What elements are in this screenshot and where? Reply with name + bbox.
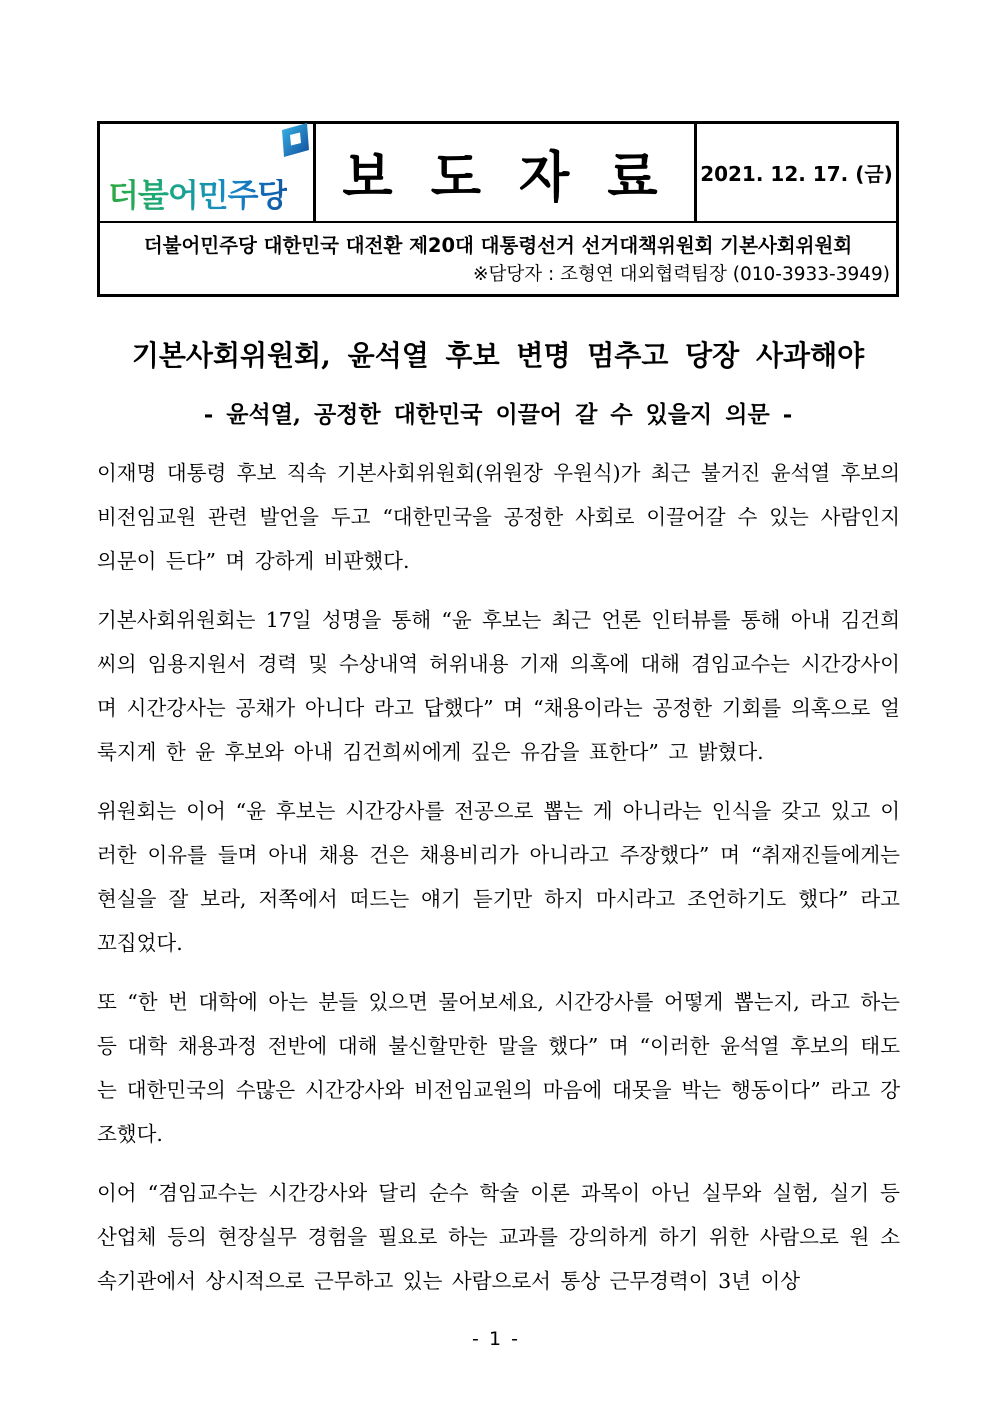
release-date: 2021. 12. 17. (금) bbox=[700, 162, 893, 186]
paragraph-3: 위원회는 이어 “윤 후보는 시간강사를 전공으로 뽑는 게 아니라는 인식을 갖고 있고 이러한 이유를 들며 아내 채용 건은 채용비리가 아니라고 주장했다” 며 “취재진들에게는 현실을 잘 보라, 저쪽에서 떠드는 얘기 듣기만 하지 마시라고 조언하기도 했다” 라고 꼬집었다. bbox=[97, 799, 900, 955]
party-name-wordmark: 더불어민주당 bbox=[108, 176, 288, 214]
date-cell bbox=[694, 124, 896, 221]
contact-info: ※담당자 : 조형연 대외협력팀장 (010-3933-3949) bbox=[473, 264, 890, 285]
article-subtitle: - 윤석열, 공정한 대한민국 이끌어 갈 수 있을지 의문 - bbox=[203, 401, 793, 428]
article-body bbox=[97, 451, 900, 1303]
paragraph-5: 이어 “겸임교수는 시간강사와 달리 순수 학술 이론 과목이 아닌 실무와 실험, 실기 등 산업체 등의 현장실무 경험을 필요로 하는 교과를 강의하게 하기 위한 사람으로 원 소속기관에서 상시적으로 근무하고 있는 사람으로서 통상 근무경력이 3년 이상 bbox=[97, 1181, 900, 1293]
press-release-title-cell bbox=[316, 124, 694, 221]
committee-name: 더불어민주당 대한민국 대전환 제20대 대통령선거 선거대책위원회 기본사회위원회 bbox=[143, 234, 853, 257]
header-top-row bbox=[100, 124, 896, 223]
paragraph-4: 또 “한 번 대학에 아는 분들 있으면 물어보세요, 시간강사를 어떻게 뽑는지, 라고 하는 등 대학 채용과정 전반에 대해 불신할만한 말을 했다” 며 “이러한 윤석열 후보의 태도는 대한민국의 수많은 시간강사와 비전임교원의 마음에 대못을 박는 행동이다” 라고 강조했다. bbox=[97, 990, 900, 1146]
party-logo bbox=[108, 176, 308, 214]
press-release-title: 보 도 자 료 bbox=[342, 146, 668, 210]
header-table bbox=[97, 121, 899, 297]
header-bottom-row bbox=[100, 223, 896, 294]
party-flag-icon bbox=[276, 121, 312, 167]
paragraph-1: 이재명 대통령 후보 직속 기본사회위원회(위원장 우원식)가 최근 불거진 윤석열 후보의 비전임교원 관련 발언을 두고 “대한민국을 공정한 사회로 이끌어갈 수 있는 사람인지 의문이 든다” 며 강하게 비판했다. bbox=[97, 461, 900, 573]
page-number: - 1 - bbox=[472, 1328, 520, 1350]
party-logo-cell bbox=[100, 124, 316, 221]
article-title: 기본사회위원회, 윤석열 후보 변명 멈추고 당장 사과해야 bbox=[131, 339, 865, 372]
paragraph-2: 기본사회위원회는 17일 성명을 통해 “윤 후보는 최근 언론 인터뷰를 통해 아내 김건희씨의 임용지원서 경력 및 수상내역 허위내용 기재 의혹에 대해 겸임교수는 시간강사이며 시간강사는 공채가 아니다 라고 답했다” 며 “채용이라는 공정한 기회를 의혹으로 얼룩지게 한 윤 후보와 아내 김건희씨에게 깊은 유감을 표한다” 고 밝혔다. bbox=[97, 608, 900, 764]
